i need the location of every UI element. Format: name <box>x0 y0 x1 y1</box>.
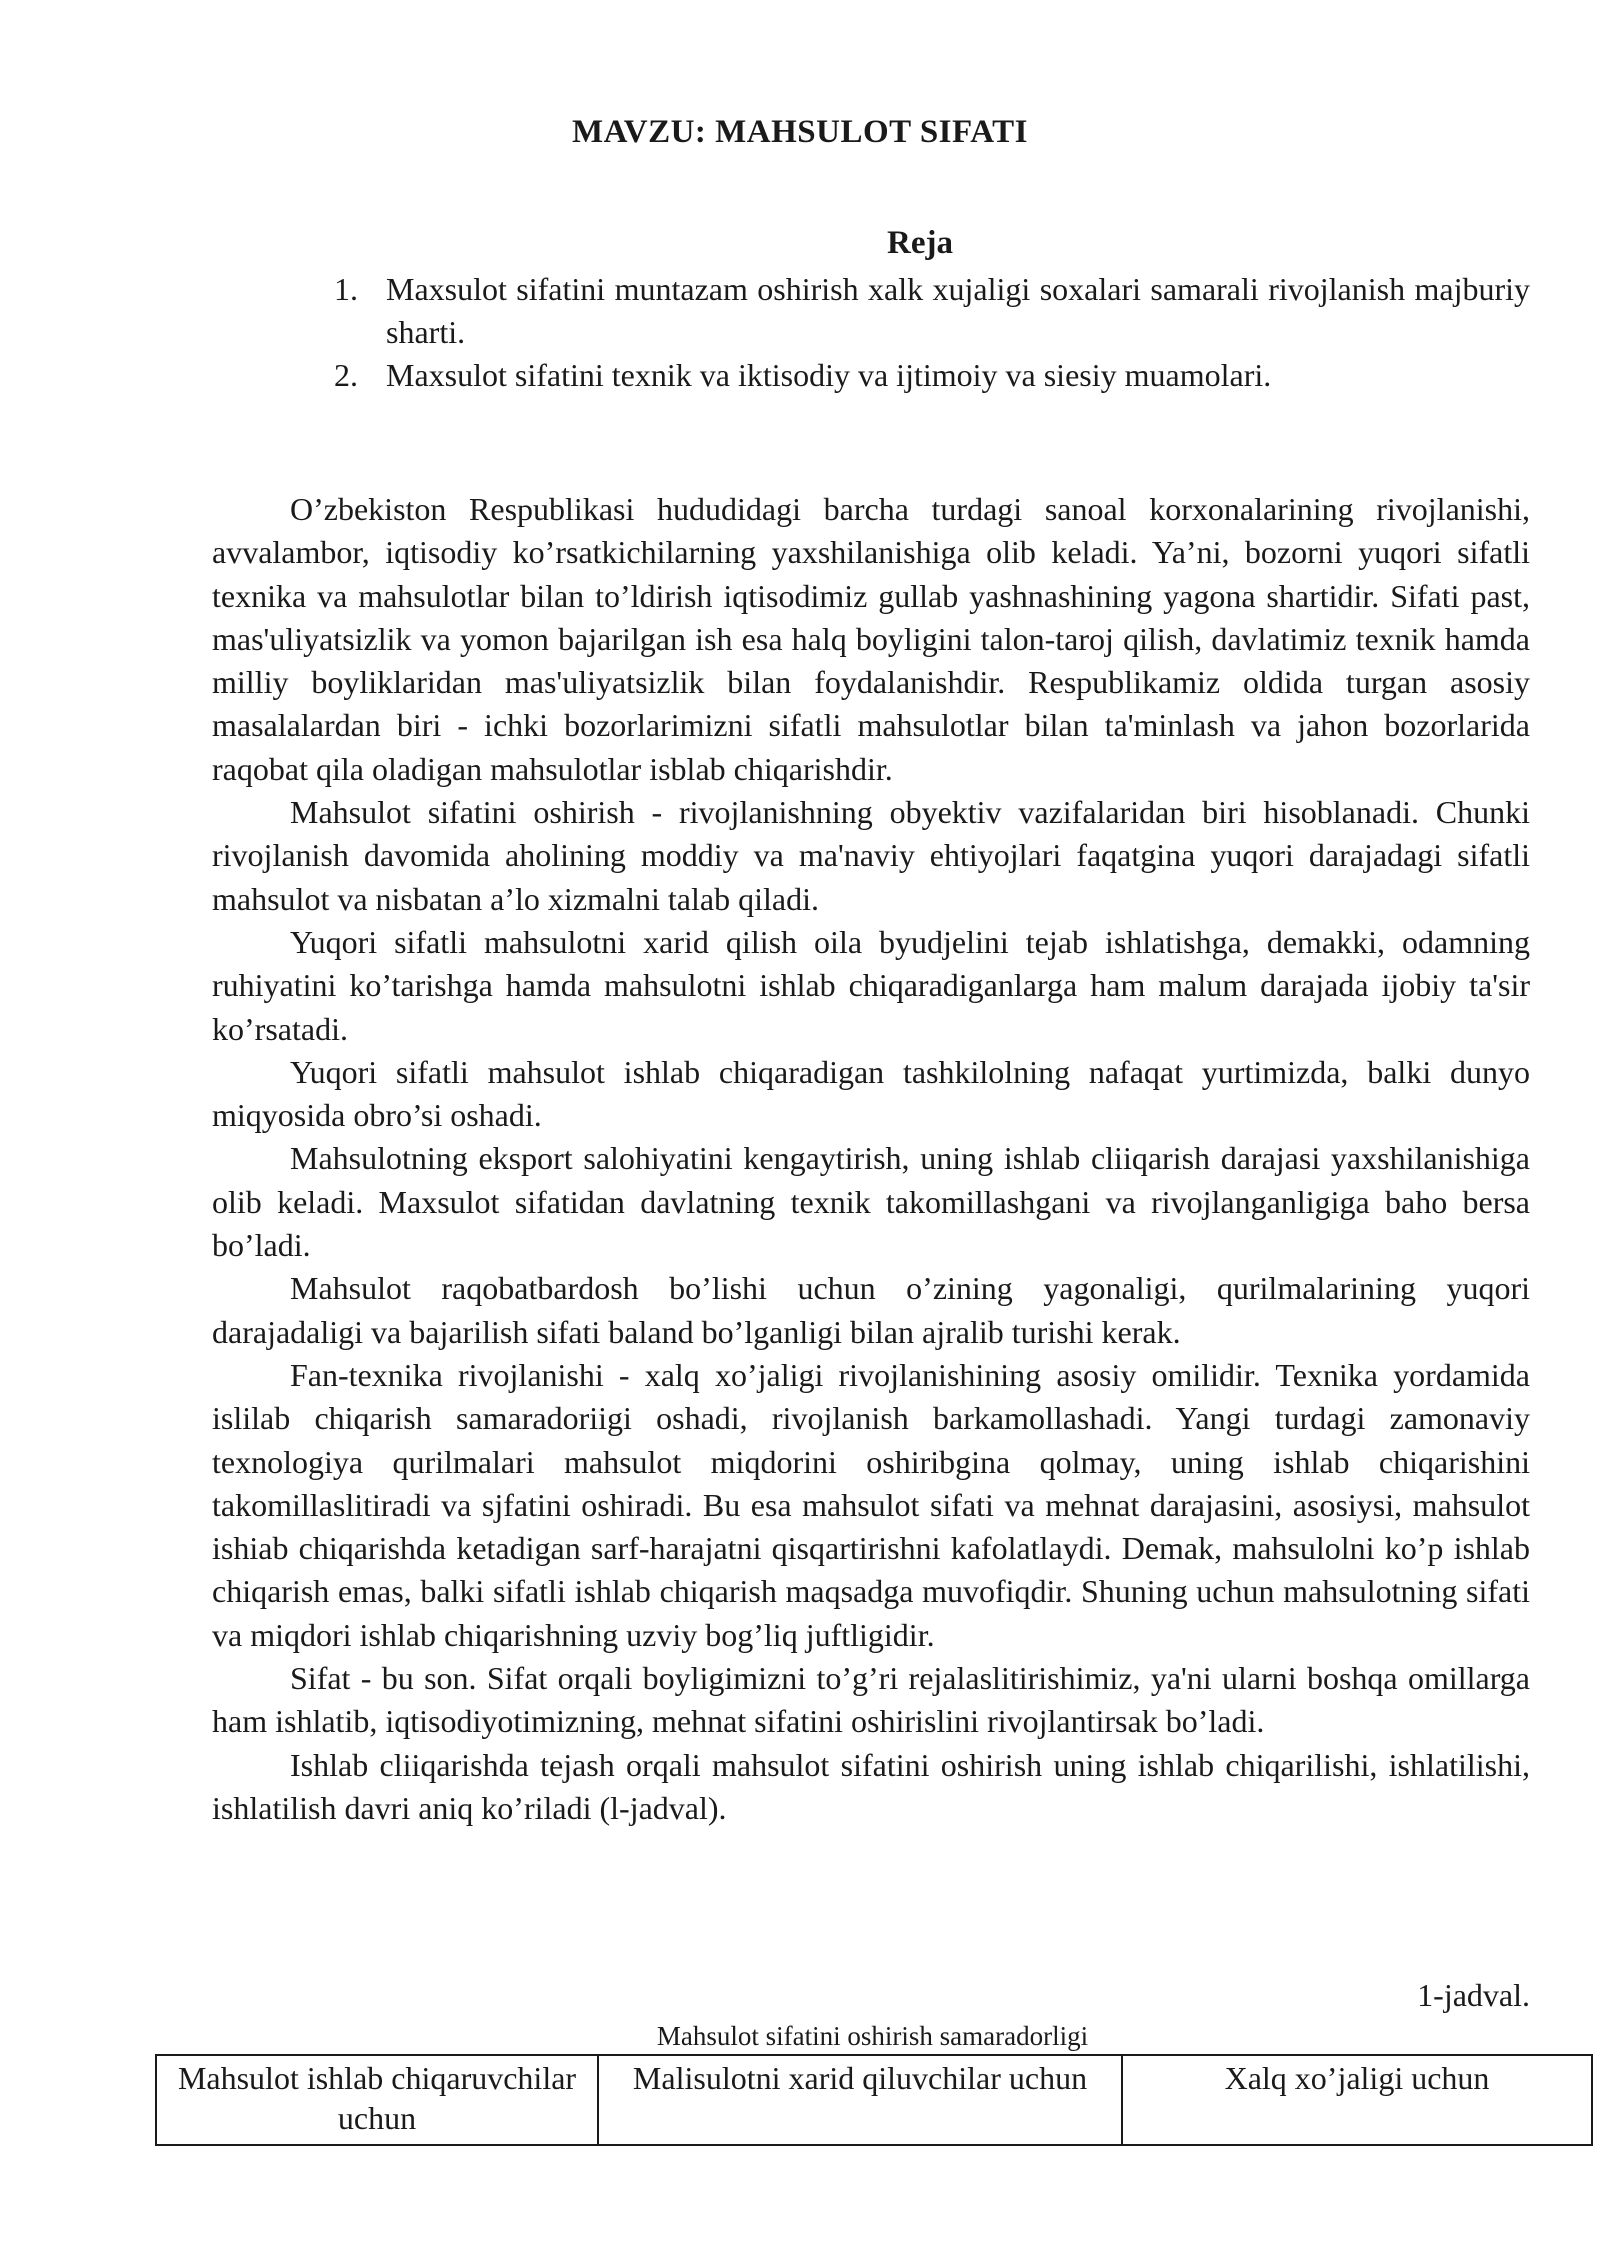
plan-heading: Reja <box>887 225 953 261</box>
paragraph: Mahsulotning eksport salohiyatini kengaytirish, uning ishlab cliiqarish darajasi yaxshilanishiga olib keladi. Maxsulot sifatidan davlatning texnik takomillashgani va rivojlanganligiga baho bersa bo’ladi. <box>212 1140 1530 1264</box>
table-header-economy: Xalq xo’jaligi uchun <box>1122 2055 1592 2145</box>
table-header-buyers: Malisulotni xarid qiluvchilar uchun <box>598 2055 1122 2145</box>
paragraph: Yuqori sifatli mahsulot ishlab chiqaradigan tashkilolning nafaqat yurtimizda, balki dunyo miqyosida obro’si oshadi. <box>212 1053 1530 1134</box>
paragraph: Ishlab cliiqarishda tejash orqali mahsulot sifatini oshirish uning ishlab chiqarilishi, ishlatilishi, ishlatilish davri aniq ko’riladi (l-jadval). <box>212 1746 1530 1826</box>
table-header-row <box>156 2055 1592 2145</box>
table-number: 1-jadval. <box>1417 1977 1530 2013</box>
paragraph: Sifat - bu son. Sifat orqali boyligimizni to’g’ri rejalaslitirishimiz, ya'ni ularni boshqa omillarga ham ishlatib, iqtisodiyotimizning, mehnat sifatini oshirislini rivojlantirsak bo’ladi. <box>212 1660 1530 1740</box>
document-title: MAVZU: MAHSULOT SIFATI <box>572 114 1028 150</box>
table-header-producers: Mahsulot ishlab chiqaruvchilar uchun <box>156 2055 598 2145</box>
plan-list <box>330 268 1530 397</box>
plan-item-text: Maxsulot sifatini texnik va iktisodiy va ijtimoiy va siesiy muamolari. <box>386 357 1272 393</box>
plan-item <box>330 354 1530 397</box>
plan-item-text: Maxsulot sifatini muntazam oshirish xalk xujaligi soxalari samarali rivojlanish majburiy sharti. <box>386 271 1530 350</box>
paragraph: Fan-texnika rivojlanishi - xalq xo’jaligi rivojlanishining asosiy omilidir. Texnika yordamida islilab chiqarish samaradoriigi oshadi, rivojlanish barkamollashadi. Yangi turdagi zamonaviy texnologiya qurilmalari mahsulot miqdorini oshiribgina qolmay, uning ishlab chiqarishini takomillaslitiradi va sjfatini oshiradi. Bu esa mahsulot sifati va mehnat darajasini, asosiysi, mahsulot ishiab chiqarishda ketadigan sarf-harajatni qisqartirishni kafolatlaydi. Demak, mahsulolni ko’p ishlab chiqarish emas, balki sifatli ishlab chiqarish maqsadga muvofiqdir. Shuning uchun mahsulotning sifati va miqdori ishlab chiqarishning uzviy bog’liq juftligidir. <box>212 1356 1530 1653</box>
paragraph: Mahsulot raqobatbardosh bo’lishi uchun o’zining yagonaligi, qurilmalarining yuqori darajadaligi va bajarilish sifati baland bo’lganligi bilan ajralib turishi kerak. <box>212 1270 1530 1350</box>
paragraph: Yuqori sifatli mahsulotni xarid qilish oila byudjelini tejab ishlatishga, demakki, odamning ruhiyatini ko’tarishga hamda mahsulotni ishlab chiqaradiganlarga ham malum darajada ijobiy ta'sir ko’rsatadi. <box>212 923 1530 1047</box>
body-text <box>212 488 1530 1830</box>
paragraph: Mahsulot sifatini oshirish - rivojlanishning obyektiv vazifalaridan biri hisoblanadi. Chunki rivojlanish davomida aholining moddiy va ma'naviy ehtiyojlari faqatgina yuqori darajadagi sifatli mahsulot va nisbatan a’lo xizmalni talab qiladi. <box>212 794 1530 917</box>
plan-item <box>330 268 1530 354</box>
paragraph: O’zbekiston Respublikasi hududidagi barcha turdagi sanoal korxonalarining rivojlanishi, avvalambor, iqtisodiy ko’rsatkichilarning yaxshilanishiga olib keladi. Ya’ni, bozorni yuqori sifatli texnika va mahsulotlar bilan to’ldirish iqtisodimiz gullab yashnashining yagona shartidir. Sifati past, mas'uliyatsizlik va yomon bajarilgan ish esa halq boyligini talon-taroj qilish, davlatimiz texnik hamda milliy boyliklaridan mas'uliyatsizlik bilan foydalanishdir. Respublikamiz oldida turgan asosiy masalalardan biri - ichki bozorlarimizni sifatli mahsulotlar bilan ta'minlash va jahon bozorlarida raqobat qila oladigan mahsulotlar isblab chiqarishdir. <box>212 491 1530 787</box>
efficiency-table <box>155 2054 1593 2146</box>
table-caption: Mahsulot sifatini oshirish samaradorligi <box>656 2021 1089 2051</box>
plan-item-number: 2. <box>334 357 358 393</box>
plan-item-number: 1. <box>334 271 358 307</box>
